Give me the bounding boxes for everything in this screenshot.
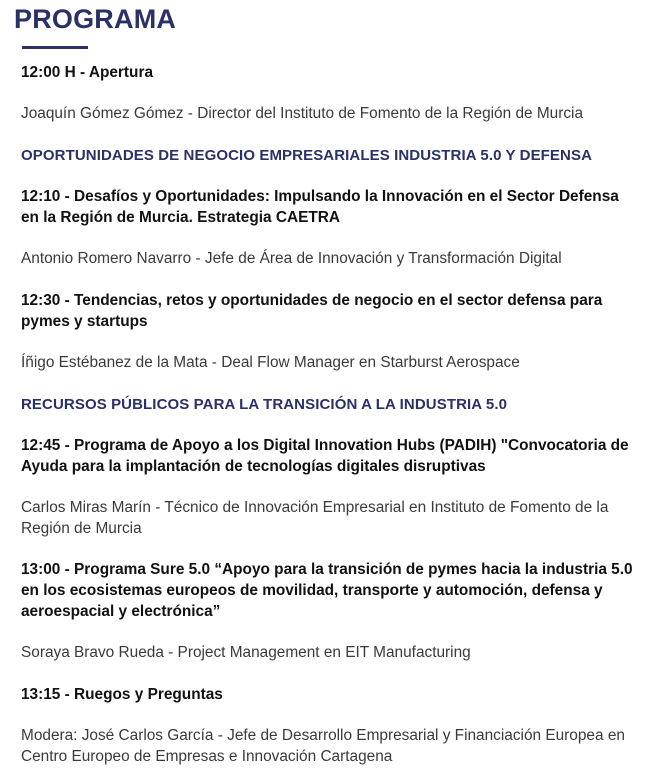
speaker-1245: Carlos Miras Marín - Técnico de Innovación Empresarial en Instituto de Fomento de la Región de Murcia xyxy=(21,499,609,537)
agenda-talk-1210: 12:10 - Desafíos y Oportunidades: Impulsando la Innovación en el Sector Defensa en la Región de Murcia. Estrategia CAETRA xyxy=(21,188,619,226)
agenda-talk-1315: 13:15 - Ruegos y Preguntas xyxy=(21,686,223,703)
speaker-1300: Soraya Bravo Rueda - Project Management en EIT Manufacturing xyxy=(21,644,471,661)
page-title: PROGRAMA xyxy=(14,4,177,34)
speaker-1230: Íñigo Estébanez de la Mata - Deal Flow Manager en Starburst Aerospace xyxy=(21,354,520,371)
title-underline xyxy=(22,46,88,49)
agenda-talk-1245: 12:45 - Programa de Apoyo a los Digital Innovation Hubs (PADIH) "Convocatoria de Ayuda para la implantación de tecnologías digitales disruptivas xyxy=(21,437,629,475)
moderator: Modera: José Carlos García - Jefe de Desarrollo Empresarial y Financiación Europea en Centro Europeo de Empresas e Innovación Cartagena xyxy=(21,727,625,765)
agenda-apertura: 12:00 H - Apertura xyxy=(21,64,153,81)
agenda-talk-1230: 12:30 - Tendencias, retos y oportunidades de negocio en el sector defensa para pymes y startups xyxy=(21,292,603,330)
speaker-1210: Antonio Romero Navarro - Jefe de Área de Innovación y Transformación Digital xyxy=(21,250,562,267)
section-heading-recursos: RECURSOS PÚBLICOS PARA LA TRANSICIÓN A LA INDUSTRIA 5.0 xyxy=(21,396,508,413)
agenda-talk-1300: 13:00 - Programa Sure 5.0 “Apoyo para la transición de pymes hacia la industria 5.0 en los ecosistemas europeos de movilidad, transporte y automoción, defensa y aeroespacial y electrónica” xyxy=(21,561,633,620)
section-heading-defensa: OPORTUNIDADES DE NEGOCIO EMPRESARIALES INDUSTRIA 5.0 Y DEFENSA xyxy=(21,147,593,164)
speaker-apertura: Joaquín Gómez Gómez - Director del Instituto de Fomento de la Región de Murcia xyxy=(21,105,584,122)
